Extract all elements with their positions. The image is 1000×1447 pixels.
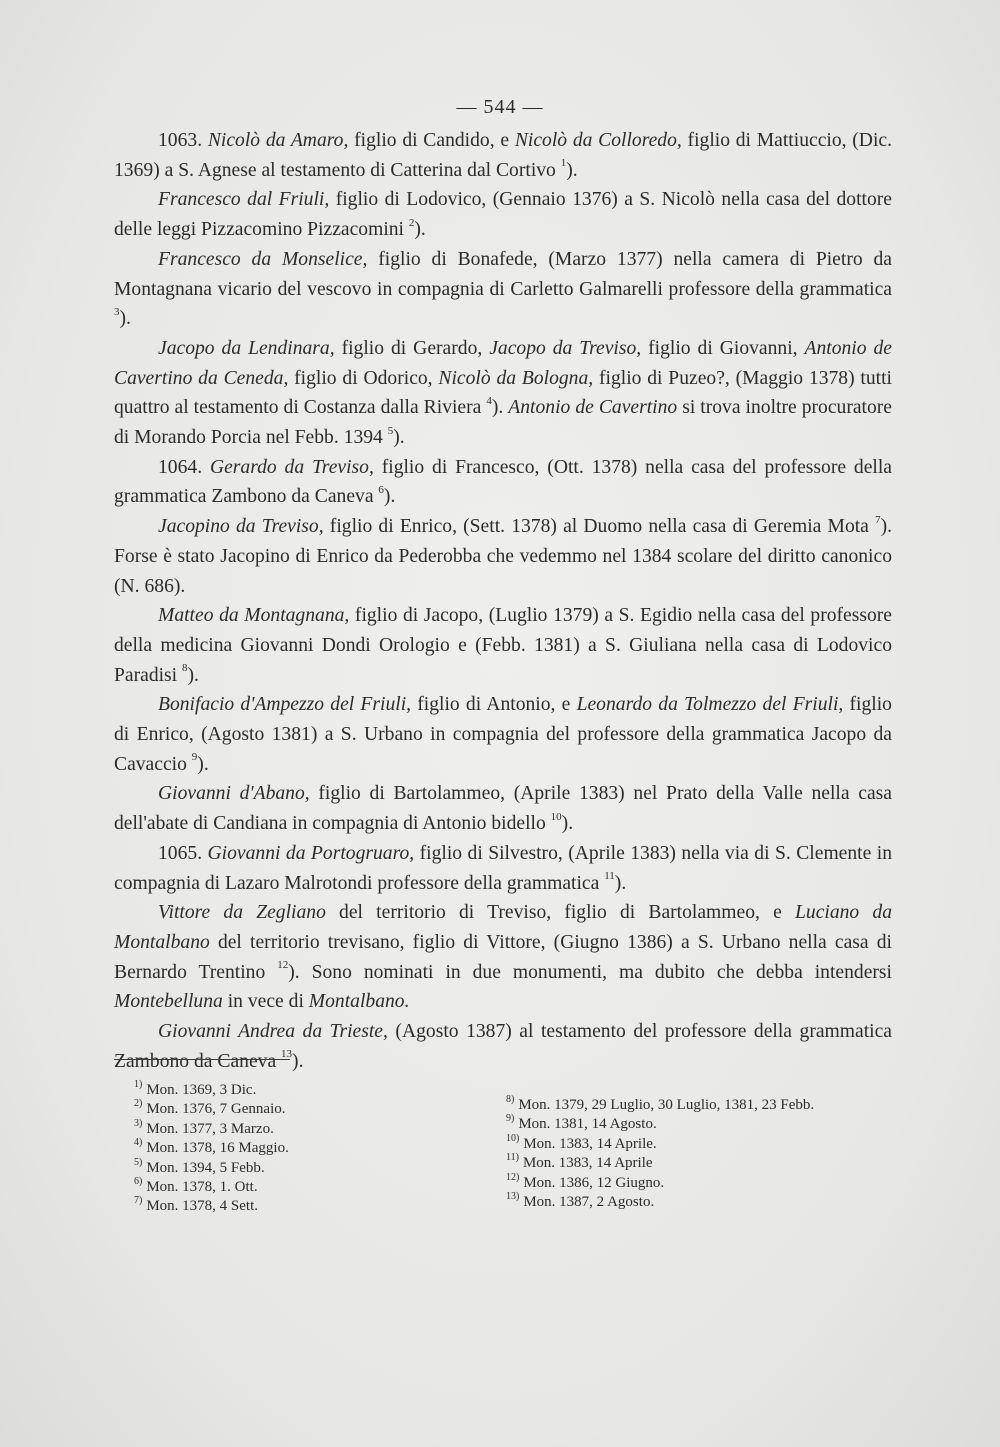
- text-run: del territorio trevisano, figlio di Vittore, (Giugno 1386) a S. Urbano nella casa di Bernardo Trentino: [114, 931, 892, 983]
- text-run: ).: [292, 1050, 304, 1072]
- text-run: in vece di: [222, 991, 309, 1013]
- footnote-mark: 12): [506, 1171, 520, 1183]
- footnote: [134, 1100, 464, 1119]
- footnote-mark: 10): [506, 1132, 520, 1144]
- italic-name: Bonifacio d'Ampezzo del Friuli,: [158, 694, 412, 716]
- text-run: 1065.: [158, 842, 208, 864]
- italic-name: Nicolò da Colloredo,: [514, 130, 682, 151]
- footnote-mark: 13): [506, 1191, 520, 1203]
- paragraph: [114, 1017, 892, 1076]
- text-run: 1064.: [158, 456, 210, 478]
- footnote-separator: [114, 1059, 290, 1060]
- footnote-mark: 9): [506, 1113, 515, 1125]
- paragraph: [114, 245, 892, 334]
- footnote-text: Mon. 1387, 2 Agosto.: [523, 1194, 655, 1211]
- text-run: figlio di Lodovico, (Gennaio 1376) a S. Nicolò nella casa del dottore delle leggi Pizzacomino Pizzacomini: [114, 189, 892, 241]
- main-text: [114, 126, 892, 1077]
- text-run: ).: [393, 427, 405, 449]
- italic-name: Matteo da Montagnana,: [158, 605, 350, 627]
- text-run: figlio di Francesco, (Ott. 1378) nella casa del professore della grammatica Zambono da Caneva: [114, 456, 892, 508]
- italic-name: Nicolò da Amaro,: [207, 130, 349, 151]
- italic-name: Jacopo da Treviso,: [489, 337, 642, 359]
- footnote-ref: 6: [378, 483, 384, 496]
- text-run: 1063.: [158, 130, 208, 151]
- text-run: figlio di Mattiuccio, (Dic. 1369) a S. Agnese al testamento di Catterina dal Cortivo: [114, 130, 892, 181]
- footnote-mark: 5): [134, 1156, 143, 1168]
- footnote-mark: 8): [506, 1094, 515, 1105]
- footnote-ref: 4: [486, 394, 492, 407]
- text-run: si trova inoltre procuratore di Morando Porcia nel Febb. 1394: [114, 397, 893, 449]
- paragraph: [114, 185, 892, 244]
- footnote: [134, 1117, 464, 1139]
- italic-name: Leonardo da Tolmezzo del Friuli,: [576, 694, 844, 716]
- paragraph: [114, 839, 892, 898]
- text-run: figlio di Gerardo,: [334, 337, 490, 359]
- text-run: ).: [566, 159, 578, 181]
- footnote-ref: 7: [875, 513, 881, 526]
- text-run: (Agosto 1387) al testamento del professore della grammatica Zambono da Caneva: [114, 1021, 892, 1072]
- footnote: [134, 1197, 464, 1216]
- text-run: ).: [383, 486, 396, 508]
- footnote-text: Mon. 1377, 3 Marzo.: [146, 1120, 274, 1137]
- text-run: figlio di Giovanni,: [641, 337, 805, 359]
- text-run: figlio di Odorico,: [288, 367, 439, 389]
- footnote-text: Mon. 1378, 1. Ott.: [146, 1179, 258, 1196]
- footnote-mark: 6): [134, 1176, 143, 1188]
- footnote-mark: 4): [134, 1137, 143, 1149]
- footnotes-right-column: [506, 1096, 886, 1212]
- footnote-ref: 5: [387, 424, 394, 437]
- italic-name: Montalbano.: [308, 991, 410, 1013]
- italic-name: Giovanni da Portogruaro,: [207, 842, 415, 864]
- footnote-ref: 12: [277, 959, 289, 972]
- footnote-ref: 13: [281, 1048, 293, 1061]
- page-number: — 544 —: [456, 96, 544, 118]
- footnote-mark: 11): [506, 1152, 519, 1164]
- footnote: [506, 1154, 886, 1173]
- italic-name: Vittore da Zegliano: [158, 902, 326, 924]
- paragraph: [114, 512, 892, 601]
- text-run: figlio di Jacopo, (Luglio 1379) a S. Egidio nella casa del professore della medicina Giovanni Dondi Orologio e (Febb. 1381) a S. Giuliana nella casa di Lodovico Paradisi: [114, 605, 892, 686]
- footnote: [506, 1193, 886, 1212]
- text-run: figlio di Candido, e: [348, 130, 515, 151]
- text-run: ). Forse è stato Jacopino di Enrico da Pederobba che vedemmo nel 1384 scolare del diritto canonico (N. 686).: [114, 516, 892, 597]
- footnote-ref: 8: [182, 662, 188, 675]
- footnote-ref: 1: [560, 157, 567, 170]
- text-run: figlio di Enrico, (Sett. 1378) al Duomo nella casa di Geremia Mota: [323, 516, 876, 538]
- italic-name: Jacopo da Lendinara,: [158, 337, 335, 359]
- text-run: figlio di Enrico, (Agosto 1381) a S. Urbano in compagnia del professore della grammatica Jacopo da Cavaccio: [114, 694, 892, 775]
- footnote-text: Mon. 1381, 14 Agosto.: [518, 1116, 657, 1133]
- footnote: [506, 1115, 886, 1134]
- paragraph: [114, 779, 892, 838]
- paragraph: [114, 690, 892, 779]
- footnote-mark: 1): [134, 1079, 143, 1090]
- italic-name: Nicolò da Bologna,: [438, 367, 594, 389]
- paragraph: [114, 334, 892, 453]
- italic-name: Giovanni d'Abano,: [158, 783, 310, 805]
- text-run: del territorio di Treviso, figlio di Bartolammeo, e: [325, 902, 795, 924]
- footnote-ref: 11: [604, 870, 615, 883]
- footnote-mark: 3): [134, 1117, 143, 1129]
- footnote-text: Mon. 1394, 5 Febb.: [146, 1159, 265, 1176]
- footnote-ref: 2: [408, 216, 415, 229]
- footnote-text: Mon. 1383, 14 Aprile: [522, 1155, 653, 1172]
- footnote: [134, 1081, 464, 1100]
- footnote-text: Mon. 1383, 14 Aprile.: [523, 1135, 657, 1152]
- footnote-text: Mon. 1379, 29 Luglio, 30 Luglio, 1381, 23 Febb.: [518, 1097, 815, 1113]
- italic-name: Antonio de Cavertino da Ceneda,: [114, 337, 892, 389]
- text-run: figlio di Bonafede, (Marzo 1377) nella camera di Pietro da Montagnana vicario del vescovo in compagnia di Carletto Galmarelli professore della grammatica: [114, 248, 892, 300]
- footnotes-left-column: [134, 1081, 464, 1217]
- text-run: figlio di Antonio, e: [411, 694, 577, 716]
- footnote: [506, 1171, 886, 1193]
- footnote-text: Mon. 1378, 16 Maggio.: [146, 1140, 289, 1157]
- footnote: [134, 1178, 464, 1197]
- footnote: [506, 1132, 886, 1154]
- italic-name: Jacopino da Treviso,: [158, 516, 324, 538]
- footnote-text: Mon. 1376, 7 Gennaio.: [146, 1101, 286, 1118]
- footnote: [134, 1156, 464, 1178]
- text-run: ).: [197, 753, 209, 775]
- footnote-ref: 3: [114, 305, 120, 318]
- text-run: ).: [561, 813, 574, 835]
- footnote-ref: 9: [191, 751, 198, 764]
- italic-name: Francesco da Monselice,: [158, 248, 368, 270]
- italic-name: Francesco dal Friuli,: [158, 189, 330, 211]
- text-run: ).: [119, 308, 131, 330]
- italic-name: Montebelluna: [114, 991, 223, 1013]
- paragraph: [114, 898, 892, 1017]
- italic-name: Gerardo da Treviso,: [209, 456, 374, 478]
- footnote: [134, 1139, 464, 1158]
- text-run: ).: [187, 664, 199, 686]
- footnote-text: Mon. 1369, 3 Dic.: [146, 1082, 257, 1098]
- footnote-text: Mon. 1378, 4 Sett.: [146, 1198, 259, 1215]
- text-run: ). Sono nominati in due monumenti, ma dubito che debba intendersi: [288, 961, 893, 983]
- italic-name: Luciano da Montalbano: [114, 902, 893, 953]
- footnote-ref: 10: [550, 810, 562, 823]
- text-run: figlio di Silvestro, (Aprile 1383) nella via di S. Clemente in compagnia di Lazaro Malrotondi professore della grammatica: [114, 842, 893, 894]
- italic-name: Giovanni Andrea da Trieste,: [158, 1021, 388, 1043]
- paragraph: [114, 601, 892, 690]
- text-run: ).: [491, 397, 509, 419]
- text-run: ).: [414, 219, 426, 241]
- paragraph: [114, 126, 892, 185]
- paragraph: [114, 453, 892, 512]
- footnote-mark: 7): [134, 1195, 143, 1207]
- text-run: ).: [614, 872, 627, 894]
- footnote-mark: 2): [134, 1098, 143, 1110]
- italic-name: Antonio de Cavertino: [508, 397, 678, 419]
- footnote-text: Mon. 1386, 12 Giugno.: [523, 1174, 665, 1191]
- text-run: figlio di Puzeo?, (Maggio 1378) tutti quattro al testamento di Costanza dalla Riviera: [114, 367, 892, 419]
- text-run: figlio di Bartolammeo, (Aprile 1383) nel Prato della Valle nella casa dell'abate di Candiana in compagnia di Antonio bidello: [114, 783, 892, 835]
- footnote: [506, 1096, 886, 1115]
